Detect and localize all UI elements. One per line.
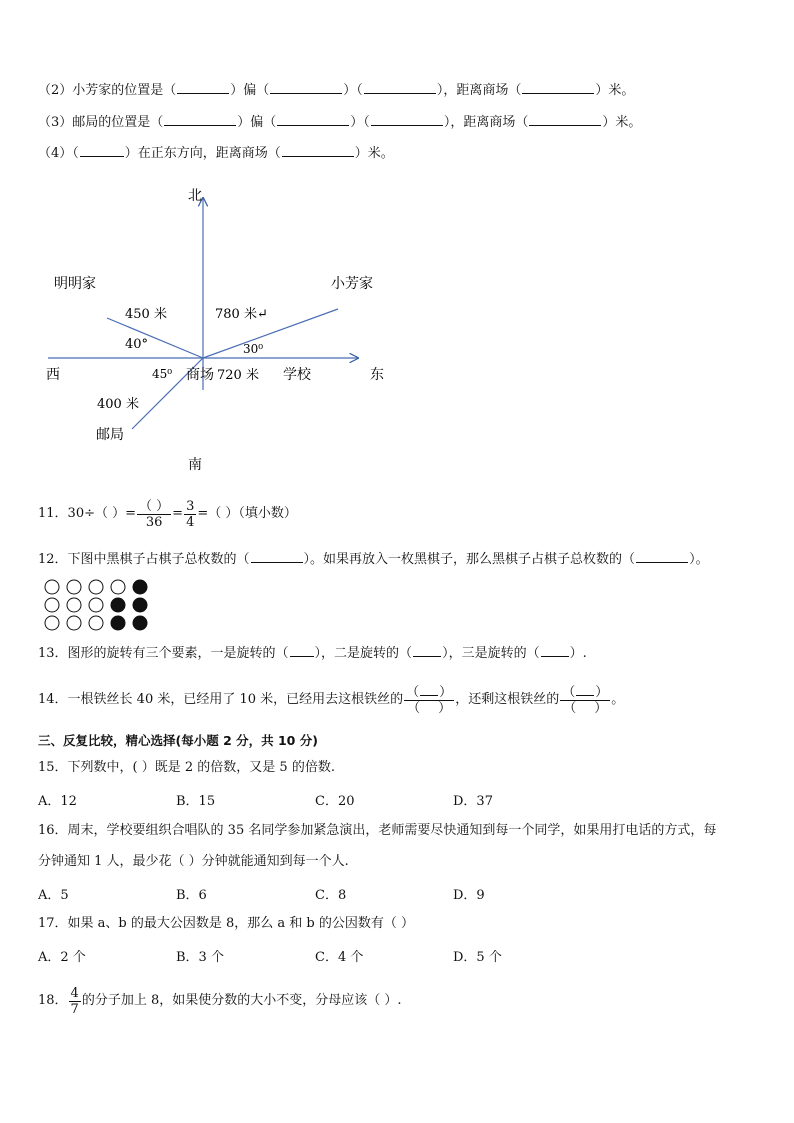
school-label: 学校 (283, 367, 311, 383)
text: =（ ）（填小数） (197, 506, 297, 521)
mingming-distance: 450 米 (125, 307, 167, 322)
text: = (172, 506, 184, 521)
chess-pieces-figure (44, 578, 164, 634)
mingming-direction-line (107, 318, 203, 358)
post-office-distance: 400 米 (97, 397, 139, 412)
post-office-angle: 45⁰ (152, 367, 173, 381)
question-12 (38, 551, 709, 569)
fraction (69, 986, 81, 1017)
question-15-stem: 15．下列数中，( ）既是 2 的倍数，又是 5 的倍数. (38, 760, 335, 775)
text: ），二是旋转的（ (314, 646, 413, 661)
q10-part-4 (38, 145, 394, 163)
question-13 (38, 645, 587, 663)
text: （4）（ (38, 146, 79, 161)
south-label: 南 (188, 457, 202, 473)
school-distance: 720 米 (217, 368, 259, 383)
denominator: 4 (186, 514, 195, 530)
question-16-line-1: 16．周末，学校要组织合唱队的 35 名同学参加紧急演出，老师需要尽快通知到每一个同学，如果用打电话的方式，每 (38, 823, 717, 838)
text: ）偏（ (237, 115, 277, 130)
q17-option-d[interactable]: D．5 个 (453, 950, 502, 965)
text: ）米。 (595, 83, 635, 98)
text: 13．图形的旋转有三个要素，一是旋转的（ (38, 646, 289, 661)
question-16-line-2: 分钟通知 1 人，最少花（ ）分钟就能通知到每一个人. (38, 854, 349, 869)
numerator: 3 (186, 498, 195, 514)
q10-part-2 (38, 82, 634, 100)
white-chess-piece (45, 598, 59, 612)
white-chess-piece (111, 580, 125, 594)
white-chess-piece (67, 616, 81, 630)
mingming-label: 明明家 (54, 276, 96, 292)
q10-part-3 (38, 114, 641, 132)
answer-blank[interactable] (270, 82, 342, 94)
black-chess-piece (111, 616, 125, 630)
white-chess-piece (67, 598, 81, 612)
q15-option-d[interactable]: D．37 (453, 794, 493, 809)
answer-blank[interactable] (371, 114, 443, 126)
denominator: 7 (70, 1001, 79, 1017)
east-label: 东 (370, 367, 384, 383)
numerator[interactable]: （ ） (139, 498, 170, 514)
text: （3）邮局的位置是（ (38, 115, 164, 130)
answer-blank[interactable] (282, 145, 354, 157)
text: ）。 (689, 552, 709, 567)
post-office-label: 邮局 (96, 427, 124, 443)
text: 14．一根铁丝长 40 米，已经用了 10 米，已经用去这根铁丝的 (38, 692, 404, 707)
white-chess-piece (89, 598, 103, 612)
denominator: 36 (145, 514, 163, 530)
fraction (184, 499, 196, 530)
text: ），三是旋转的（ (442, 646, 540, 661)
question-17-stem: 17．如果 a、b 的最大公因数是 8，那么 a 和 b 的公因数有（ ） (38, 916, 415, 931)
fraction (137, 499, 171, 530)
text: 。 (611, 692, 625, 707)
answer-blank[interactable] (177, 82, 229, 94)
answer-blank[interactable] (80, 145, 124, 157)
section-3-heading: 三、反复比较，精心选择(每小题 2 分，共 10 分) (38, 733, 318, 748)
text: ）. (569, 646, 587, 661)
black-chess-piece (111, 598, 125, 612)
q17-option-a[interactable]: A．2 个 (38, 950, 86, 965)
text: ）米。 (602, 115, 642, 130)
text: （2）小芳家的位置是（ (38, 83, 177, 98)
text: ）（ (343, 83, 363, 98)
text: ），距离商场（ (443, 115, 529, 130)
question-14 (38, 678, 624, 722)
white-chess-piece (89, 580, 103, 594)
text: ）（ (350, 115, 370, 130)
answer-blank[interactable] (522, 82, 594, 94)
q17-option-c[interactable]: C．4 个 (315, 950, 364, 965)
west-label: 西 (46, 367, 60, 383)
answer-fraction[interactable]: $\frac{( )}{( )}$ (562, 685, 609, 716)
answer-blank[interactable] (251, 551, 303, 563)
text: ）。如果再放入一枚黑棋子，那么黑棋子占棋子总枚数的（ (303, 552, 636, 567)
white-chess-piece (89, 616, 103, 630)
text: 12．下图中黑棋子占棋子总枚数的（ (38, 552, 250, 567)
text: ）米。 (354, 146, 394, 161)
direction-map (0, 180, 794, 500)
q15-option-b[interactable]: B．15 (176, 794, 216, 809)
mingming-angle: 40° (125, 337, 149, 352)
text: 11．30÷（ ）= (38, 506, 137, 521)
numerator: 4 (70, 985, 79, 1001)
q15-option-a[interactable]: A．12 (38, 794, 77, 809)
text: 的分子加上 8，如果使分数的大小不变，分母应该（ ）. (81, 993, 402, 1008)
q16-option-a[interactable]: A．5 (38, 888, 69, 903)
text: ）偏（ (230, 83, 270, 98)
xiaofang-angle: 30⁰ (243, 342, 264, 356)
answer-blank[interactable] (164, 114, 236, 126)
xiaofang-distance: 780 米↵ (215, 307, 268, 322)
q17-option-b[interactable]: B．3 个 (176, 950, 224, 965)
q16-option-b[interactable]: B．6 (176, 888, 207, 903)
question-18 (38, 980, 402, 1022)
answer-blank[interactable] (541, 645, 569, 657)
black-chess-piece (133, 580, 147, 594)
north-label: 北 (188, 188, 202, 204)
q16-option-d[interactable]: D．9 (453, 888, 485, 903)
answer-blank[interactable] (290, 645, 314, 657)
text: ）在正东方向，距离商场（ (124, 146, 281, 161)
white-chess-piece (67, 580, 81, 594)
white-chess-piece (45, 580, 59, 594)
white-chess-piece (45, 616, 59, 630)
q16-option-c[interactable]: C．8 (315, 888, 347, 903)
black-chess-piece (133, 616, 147, 630)
text: 18． (38, 993, 68, 1008)
question-11 (38, 493, 297, 535)
mall-center-label: 商场 (186, 367, 214, 383)
answer-blank[interactable] (364, 82, 436, 94)
answer-blank[interactable] (529, 114, 601, 126)
answer-blank[interactable] (636, 551, 688, 563)
text: ，还剩这根铁丝的 (455, 692, 560, 707)
text: ），距离商场（ (436, 83, 522, 98)
answer-blank[interactable] (413, 645, 441, 657)
answer-fraction[interactable]: $\frac{( )}{( )}$ (406, 685, 453, 716)
black-chess-piece (133, 598, 147, 612)
q15-option-c[interactable]: C．20 (315, 794, 355, 809)
xiaofang-label: 小芳家 (331, 276, 373, 292)
answer-blank[interactable] (277, 114, 349, 126)
